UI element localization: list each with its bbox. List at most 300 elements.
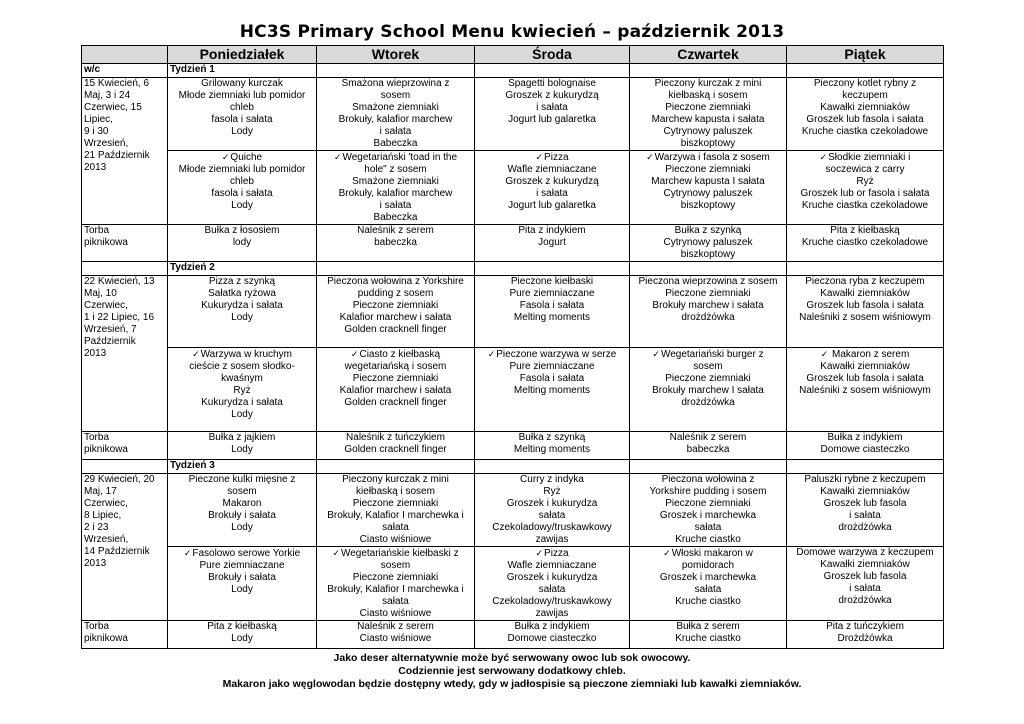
vegetarian-check-icon: ✓	[646, 152, 654, 162]
menu-line	[319, 288, 472, 300]
menu-line	[319, 90, 472, 102]
menu-line-text: Kawałki ziemniaków	[820, 559, 910, 570]
menu-line-text: Ciasto wiśniowe	[359, 534, 432, 545]
menu-line	[170, 312, 314, 324]
menu-line	[170, 409, 314, 421]
menu-line	[319, 498, 472, 510]
date-line: Lipiec,	[84, 114, 113, 125]
week-label-spacer	[787, 460, 944, 474]
menu-cell-thursday-option-b	[630, 348, 787, 432]
menu-line	[319, 385, 472, 397]
date-line: 29 Kwiecień, 20	[84, 474, 155, 485]
packed-lunch-cell-tuesday	[317, 621, 475, 649]
date-line: Maj, 10	[84, 288, 117, 299]
packed-lunch-label-line: Torba	[84, 621, 110, 632]
menu-line	[632, 348, 784, 361]
menu-line-text: sałata	[538, 584, 566, 595]
date-line: 15 Kwiecień, 6	[84, 78, 150, 89]
menu-line-text: Groszek i marchewka	[659, 572, 757, 583]
menu-line-text: Fasola i sałata	[519, 373, 585, 384]
menu-line-text: Lody	[231, 126, 253, 137]
menu-line-text: i sałata	[379, 200, 412, 211]
menu-line	[477, 200, 627, 212]
menu-line-text: i sałata	[379, 126, 412, 137]
menu-line-text: Kalafior marchew i sałata	[339, 385, 452, 396]
packed-lunch-label	[82, 225, 168, 262]
menu-line-text: chleb	[230, 176, 254, 187]
week-label-spacer	[630, 64, 787, 78]
menu-line-text: biszkoptowy	[680, 138, 736, 149]
menu-line	[789, 288, 941, 300]
packed-lunch-label	[82, 432, 168, 460]
menu-line-text: Pieczone ziemniaki	[665, 373, 751, 384]
menu-line-text: hole" z sosem	[364, 164, 427, 175]
week-label-spacer	[317, 64, 475, 78]
menu-cell-monday-option-b	[168, 547, 317, 621]
week-label-spacer	[787, 262, 944, 276]
menu-line-text: Lody	[231, 200, 253, 211]
header-row	[82, 46, 944, 64]
menu-line-text: Spagetti bolognaise	[508, 78, 596, 89]
menu-line	[170, 348, 314, 361]
menu-line	[632, 176, 784, 188]
packed-lunch-label-line: piknikowa	[84, 444, 128, 455]
menu-line	[170, 633, 314, 645]
menu-line-text: sałata	[694, 522, 722, 533]
menu-line-text: Pita z tuńczykiem	[826, 621, 904, 632]
menu-line-text: Groszek lub fasola	[823, 498, 907, 509]
menu-line	[170, 522, 314, 534]
menu-row-option-a	[82, 474, 944, 547]
menu-line-text: Pure ziemniaczane	[509, 288, 595, 299]
menu-line-text: Kruche ciastko	[675, 534, 741, 545]
menu-line	[477, 114, 627, 126]
menu-line	[170, 126, 314, 138]
menu-line	[477, 151, 627, 164]
menu-line	[789, 571, 941, 583]
menu-cell-friday-option-a	[787, 78, 944, 151]
menu-line-text: Domowe ciasteczko	[820, 444, 910, 455]
menu-line-text: Domowe warzywa z keczupem	[796, 547, 934, 558]
menu-line	[477, 385, 627, 397]
menu-line-text: biszkoptowy	[680, 249, 736, 260]
menu-line	[632, 276, 784, 288]
packed-lunch-cell-thursday	[630, 225, 787, 262]
menu-line-text: Włoski makaron w	[671, 548, 753, 559]
menu-line	[477, 276, 627, 288]
menu-line	[477, 560, 627, 572]
menu-line	[170, 288, 314, 300]
menu-line-text: Jogurt lub galaretka	[508, 200, 596, 211]
menu-line	[632, 444, 784, 456]
menu-line-text: sosem	[693, 361, 723, 372]
menu-line-text: Golden cracknell finger	[344, 397, 447, 408]
menu-line-text: Kruche ciastka czekoladowe	[801, 126, 929, 137]
menu-line	[632, 90, 784, 102]
vegetarian-check-icon: ✓	[333, 152, 342, 162]
menu-line-text: Brokuły i sałata	[208, 572, 276, 583]
menu-line-text: Naleśniki z sosem wiśniowym	[799, 385, 931, 396]
menu-cell-thursday-option-a	[630, 474, 787, 547]
packed-lunch-label-line: Torba	[84, 432, 110, 443]
menu-line-text: Paluszki rybne z keczupem	[804, 474, 926, 485]
week-label-row	[82, 262, 944, 276]
menu-line-text: babeczka	[686, 444, 730, 455]
menu-line	[632, 200, 784, 212]
menu-line	[319, 348, 472, 361]
menu-line	[632, 102, 784, 114]
menu-line	[319, 397, 472, 409]
menu-line	[789, 583, 941, 595]
menu-line-text: Kruche ciastka czekoladowe	[801, 200, 929, 211]
menu-line	[477, 444, 627, 456]
menu-line	[319, 584, 472, 596]
menu-line-text: Pita z indykiem	[518, 225, 586, 236]
menu-line-text: Groszek z kukurydzą	[505, 90, 599, 101]
menu-line-text: chleb	[230, 102, 254, 113]
menu-line	[632, 288, 784, 300]
packed-lunch-cell-thursday	[630, 621, 787, 649]
menu-line	[632, 486, 784, 498]
menu-line-text: Curry z indyka	[520, 474, 584, 485]
menu-line	[789, 225, 941, 237]
week-dates	[82, 474, 168, 621]
menu-line-text: Cytrynowy paluszek	[663, 126, 753, 137]
menu-row-option-a	[82, 78, 944, 151]
menu-cell-friday-option-b	[787, 348, 944, 432]
menu-line-text: Wegetariański burger z	[660, 349, 764, 360]
menu-cell-tuesday-option-a	[317, 474, 475, 547]
packed-lunch-cell-monday	[168, 621, 317, 649]
menu-line-text: pudding z sosem	[357, 288, 434, 299]
menu-line	[319, 78, 472, 90]
date-line: Czerwiec,	[84, 300, 128, 311]
menu-line	[789, 90, 941, 102]
menu-line	[319, 138, 472, 150]
menu-line	[789, 237, 941, 249]
menu-line-text: Marchew kapusta I sałata	[651, 176, 765, 187]
packed-lunch-cell-monday	[168, 225, 317, 262]
menu-line-text: Domowe ciasteczko	[507, 633, 597, 644]
packed-lunch-cell-friday	[787, 621, 944, 649]
date-line: Wrzesień,	[84, 534, 129, 545]
menu-line	[319, 560, 472, 572]
date-line: 2 i 23	[84, 522, 109, 533]
menu-line-text: drożdżówka	[681, 397, 735, 408]
menu-line	[319, 151, 472, 164]
wc-label: w/c	[82, 64, 168, 78]
menu-line-text: Groszek lub fasola	[823, 571, 907, 582]
menu-line	[789, 276, 941, 288]
menu-line-text: Bułka z indykiem	[827, 432, 903, 443]
menu-line	[319, 510, 472, 522]
menu-line-text: Groszek lub or fasola i sałata	[800, 188, 930, 199]
menu-line	[632, 572, 784, 584]
menu-line	[789, 102, 941, 114]
menu-line	[319, 547, 472, 560]
date-line: Maj, 3 i 24	[84, 90, 131, 101]
menu-line	[789, 498, 941, 510]
menu-line	[632, 138, 784, 150]
menu-line-text: drożdżówka	[681, 312, 735, 323]
vegetarian-check-icon: ✓	[221, 152, 230, 162]
menu-line-text: Pieczona wołowina z	[661, 474, 755, 485]
menu-line	[789, 300, 941, 312]
day-header-tuesday: Wtorek	[317, 46, 475, 64]
menu-line-text: Pieczony kotlet rybny z	[813, 78, 917, 89]
menu-line-text: Brokuły marchew I sałata	[652, 385, 764, 396]
menu-line-text: Brokuły, Kalafior I marchewka i	[327, 584, 464, 595]
menu-line	[319, 596, 472, 608]
menu-line-text: Naleśniki z sosem wiśniowym	[799, 312, 931, 323]
menu-line-text: Lody	[231, 444, 253, 455]
menu-line	[319, 276, 472, 288]
menu-line	[170, 164, 314, 176]
vegetarian-check-icon: ✓	[183, 548, 192, 558]
menu-line-text: Bułka z jajkiem	[208, 432, 276, 443]
menu-line-text: Ciasto z kiełbaską	[359, 349, 441, 360]
vegetarian-check-icon: ✓	[663, 548, 671, 558]
menu-line-text: Naleśnik z tuńczykiem	[346, 432, 445, 443]
menu-line	[477, 498, 627, 510]
menu-line	[319, 312, 472, 324]
menu-line	[319, 300, 472, 312]
menu-line-text: Słodkie ziemniaki i	[828, 152, 911, 163]
menu-line	[477, 225, 627, 237]
menu-line-text: Groszek lub fasola i sałata	[806, 114, 924, 125]
vegetarian-check-icon: ✓	[535, 548, 544, 558]
menu-line-text: Smażone ziemniaki	[352, 176, 439, 187]
footer-note: Makaron jako węglowodan będzie dostępny wtedy, gdy w jadłospisie są pieczone ziemniaki lub kawałki ziemniaków.	[222, 678, 802, 690]
menu-line-text: Pieczone ziemniaki	[352, 300, 439, 311]
menu-line	[319, 164, 472, 176]
menu-line-text: Brokuły, kalafior marchew	[338, 188, 453, 199]
menu-line-text: i sałata	[536, 102, 568, 113]
menu-body	[82, 64, 944, 649]
menu-line-text: Jogurt	[538, 237, 566, 248]
menu-line	[789, 432, 941, 444]
menu-line	[477, 608, 627, 620]
menu-line-text: wegetariańską i sosem	[344, 361, 447, 372]
menu-line	[477, 633, 627, 645]
menu-line	[632, 164, 784, 176]
menu-line-text: Bułka z łososiem	[204, 225, 280, 236]
menu-line-text: Kruche ciastko	[675, 633, 741, 644]
menu-line	[170, 486, 314, 498]
menu-line-text: sosem	[380, 90, 411, 101]
menu-line-text: Naleśnik z serem	[357, 225, 434, 236]
menu-line-text: Fasola i sałata	[519, 300, 585, 311]
menu-line-text: Pure ziemniaczane	[199, 560, 285, 571]
menu-line-text: Pita z kiełbaską	[207, 621, 277, 632]
menu-line	[170, 397, 314, 409]
menu-line-text: Pieczona wołowina z Yorkshire	[327, 276, 464, 287]
menu-cell-wednesday-option-b	[475, 151, 630, 225]
menu-line-text: Kukurydza i sałata	[201, 397, 283, 408]
menu-line	[170, 176, 314, 188]
menu-line	[632, 432, 784, 444]
menu-line	[632, 78, 784, 90]
menu-line-text: biszkoptowy	[680, 200, 736, 211]
menu-line	[477, 474, 627, 486]
menu-line	[477, 312, 627, 324]
menu-line-text: Bułka z szynką	[518, 432, 586, 443]
menu-line	[319, 200, 472, 212]
menu-line-text: Pieczone ziemniaki	[665, 498, 751, 509]
menu-line-text: zawijas	[535, 534, 569, 545]
menu-line	[170, 151, 314, 164]
menu-line-text: Czekoladowy/truskawkowy	[492, 596, 612, 607]
menu-cell-wednesday-option-a	[475, 78, 630, 151]
day-header-thursday: Czwartek	[630, 46, 787, 64]
packed-lunch-label-line: Torba	[84, 225, 110, 236]
week-label: Tydzień 3	[168, 460, 317, 474]
menu-line-text: Pieczone warzywa w serze	[496, 349, 617, 360]
menu-line-text: Młode ziemniaki lub pomidor	[178, 90, 306, 101]
vegetarian-check-icon: ✓	[535, 152, 544, 162]
menu-cell-monday-option-b	[168, 348, 317, 432]
menu-line-text: zawijas	[535, 608, 569, 619]
menu-line-text: Kruche ciastko czekoladowe	[801, 237, 929, 248]
menu-line	[789, 164, 941, 176]
menu-line	[319, 474, 472, 486]
menu-row-option-b	[82, 547, 944, 621]
menu-line-text: Yorkshire pudding i sosem	[649, 486, 767, 497]
menu-line	[477, 288, 627, 300]
menu-line	[477, 522, 627, 534]
menu-line	[170, 114, 314, 126]
menu-line	[632, 534, 784, 546]
date-line: 21 Październik	[84, 150, 150, 161]
menu-line-text: Warzywa w kruchym	[200, 349, 292, 360]
menu-line-text: Lody	[231, 522, 253, 533]
menu-line-text: Cytrynowy paluszek	[663, 237, 753, 248]
menu-line	[477, 621, 627, 633]
menu-line-text: sałata	[382, 522, 409, 533]
menu-line-text: Melting moments	[513, 385, 591, 396]
menu-cell-friday-option-b	[787, 547, 944, 621]
packed-lunch-label-line: piknikowa	[84, 633, 128, 644]
date-line: 14 Październik	[84, 546, 150, 557]
menu-line-text: Wafle ziemniaczane	[507, 164, 597, 175]
menu-line	[477, 237, 627, 249]
menu-line-text: Młode ziemniaki lub pomidor	[178, 164, 306, 175]
menu-row-option-b	[82, 348, 944, 432]
menu-line	[170, 188, 314, 200]
menu-line-text: i sałata	[849, 583, 881, 594]
menu-line	[632, 114, 784, 126]
header-corner	[82, 46, 168, 64]
menu-cell-friday-option-a	[787, 474, 944, 547]
menu-line	[477, 572, 627, 584]
menu-line-text: Czekoladowy/truskawkowy	[492, 522, 612, 533]
packed-lunch-cell-wednesday	[475, 225, 630, 262]
menu-line	[170, 444, 314, 456]
packed-lunch-cell-thursday	[630, 432, 787, 460]
menu-line	[789, 385, 941, 397]
vegetarian-check-icon: ✓	[819, 152, 828, 162]
menu-line-text: lody	[232, 237, 252, 248]
menu-line	[477, 164, 627, 176]
menu-line-text: Melting moments	[513, 444, 591, 455]
menu-line	[789, 126, 941, 138]
menu-line-text: Ciasto wiśniowe	[359, 633, 432, 644]
menu-line	[632, 621, 784, 633]
date-line: Maj, 17	[84, 486, 117, 497]
packed-lunch-cell-monday	[168, 432, 317, 460]
menu-line	[319, 432, 472, 444]
menu-row-option-b	[82, 151, 944, 225]
menu-line	[170, 560, 314, 572]
menu-line-text: Lody	[231, 409, 253, 420]
menu-line-text: Groszek i kukurydza	[506, 498, 598, 509]
menu-line-text: Pieczone ziemniaki	[352, 373, 439, 384]
menu-line-text: Pieczony kurczak z mini	[342, 474, 449, 485]
menu-line	[319, 522, 472, 534]
date-line: Wrzesień, 7	[84, 324, 137, 335]
menu-cell-tuesday-option-b	[317, 547, 475, 621]
menu-line-text: Bułka z szynką	[674, 225, 742, 236]
menu-line	[789, 200, 941, 212]
menu-line	[170, 474, 314, 486]
menu-line	[632, 522, 784, 534]
menu-line	[170, 78, 314, 90]
packed-lunch-cell-friday	[787, 225, 944, 262]
menu-line	[632, 596, 784, 608]
menu-cell-thursday-option-b	[630, 547, 787, 621]
menu-line	[789, 510, 941, 522]
date-line: 1 i 22 Lipiec, 16	[84, 312, 155, 323]
week-dates	[82, 78, 168, 225]
menu-line	[477, 90, 627, 102]
menu-line-text: Pieczone ziemniaki	[352, 572, 439, 583]
menu-line	[170, 90, 314, 102]
day-header-friday: Piątek	[787, 46, 944, 64]
week-dates	[82, 276, 168, 432]
footer-note: Codziennie jest serwowany dodatkowy chleb.	[398, 665, 626, 677]
menu-line-text: Bułka z indykiem	[514, 621, 590, 632]
date-line: Wrzesień,	[84, 138, 129, 149]
menu-line	[632, 151, 784, 164]
menu-line	[632, 510, 784, 522]
menu-line-text: Pieczone kulki mięsne z	[188, 474, 296, 485]
menu-line-text: Pieczone ziemniaki	[665, 102, 751, 113]
menu-line	[477, 432, 627, 444]
menu-line	[477, 534, 627, 546]
menu-line	[319, 534, 472, 546]
footer-note: Jako deser alternatywnie może być serwowany owoc lub sok owocowy.	[333, 652, 691, 664]
menu-line-text: Groszek lub fasola i sałata	[806, 373, 924, 384]
menu-row-packed-lunch	[82, 621, 944, 649]
menu-line-text: Wafle ziemniaczane	[507, 560, 597, 571]
menu-line	[170, 225, 314, 237]
menu-line-text: Kawałki ziemniaków	[820, 288, 910, 299]
menu-line	[632, 361, 784, 373]
date-line: 2013	[84, 348, 107, 359]
menu-line	[477, 596, 627, 608]
date-line: 2013	[84, 558, 107, 569]
menu-line	[477, 373, 627, 385]
menu-line-text: Babeczka	[373, 138, 418, 149]
footer-notes	[0, 652, 1024, 691]
menu-line-text: Pizza	[544, 152, 569, 163]
menu-line	[319, 361, 472, 373]
packed-lunch-cell-wednesday	[475, 621, 630, 649]
menu-line-text: Warzywa i fasola z sosem	[654, 152, 770, 163]
menu-line	[477, 584, 627, 596]
menu-line-text: Babeczka	[373, 212, 418, 223]
menu-line	[477, 486, 627, 498]
